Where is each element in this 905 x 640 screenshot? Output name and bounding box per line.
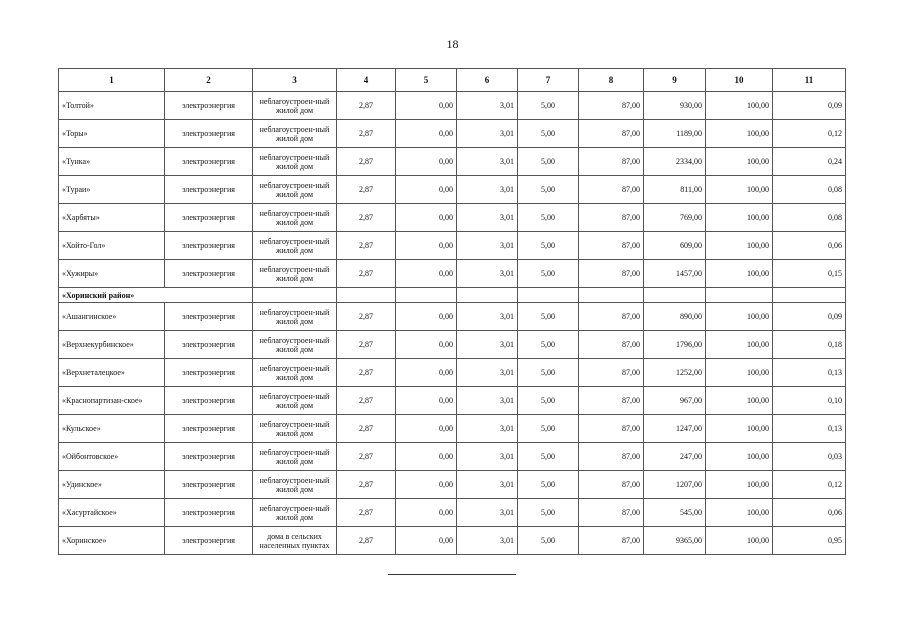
col-8-value: 87,00 [579,387,644,415]
col-7-value: 5,00 [518,148,579,176]
settlement-name: «Тураи» [59,176,165,204]
empty-cell [457,288,518,303]
col-9-value: 609,00 [644,232,706,260]
col-8-value: 87,00 [579,260,644,288]
empty-cell [253,288,337,303]
housing-type: неблагоустроен-ный жилой дом [253,331,337,359]
resource-type: электроэнергия [165,92,253,120]
col-10-value: 100,00 [706,120,773,148]
col-8-value: 87,00 [579,527,644,555]
housing-type: неблагоустроен-ный жилой дом [253,359,337,387]
col-11-value: 0,08 [773,176,846,204]
settlement-name: «Харбяты» [59,204,165,232]
col-4-value: 2,87 [337,148,396,176]
col-7-value: 5,00 [518,120,579,148]
col-7-value: 5,00 [518,415,579,443]
col-8-value: 87,00 [579,359,644,387]
housing-type: неблагоустроен-ный жилой дом [253,148,337,176]
empty-cell [706,288,773,303]
col-7-value: 5,00 [518,331,579,359]
empty-cell [644,288,706,303]
col-8-value: 87,00 [579,92,644,120]
col-9-value: 811,00 [644,176,706,204]
col-11-value: 0,09 [773,92,846,120]
settlement-name: «Торы» [59,120,165,148]
col-9-value: 247,00 [644,443,706,471]
settlement-name: «Ойбонтовское» [59,443,165,471]
table-row [59,527,846,555]
col-6-value: 3,01 [457,443,518,471]
col-8-value: 87,00 [579,331,644,359]
resource-type: электроэнергия [165,232,253,260]
resource-type: электроэнергия [165,527,253,555]
col-7-value: 5,00 [518,499,579,527]
table-row [59,499,846,527]
col-7-value: 5,00 [518,527,579,555]
col-4-value: 2,87 [337,204,396,232]
col-5-value: 0,00 [396,471,457,499]
housing-type: неблагоустроен-ный жилой дом [253,260,337,288]
col-11-value: 0,24 [773,148,846,176]
column-header-10: 10 [706,69,773,92]
table-row [59,471,846,499]
col-6-value: 3,01 [457,148,518,176]
col-8-value: 87,00 [579,471,644,499]
col-8-value: 87,00 [579,232,644,260]
table-body [59,92,846,555]
settlement-name: «Ашангинское» [59,303,165,331]
col-6-value: 3,01 [457,471,518,499]
resource-type: электроэнергия [165,120,253,148]
col-4-value: 2,87 [337,359,396,387]
col-10-value: 100,00 [706,232,773,260]
resource-type: электроэнергия [165,499,253,527]
resource-type: электроэнергия [165,303,253,331]
district-name: «Хоринский район» [59,288,253,303]
col-9-value: 1247,00 [644,415,706,443]
table-row [59,120,846,148]
empty-cell [396,288,457,303]
col-6-value: 3,01 [457,415,518,443]
col-9-value: 1189,00 [644,120,706,148]
col-10-value: 100,00 [706,471,773,499]
col-4-value: 2,87 [337,260,396,288]
table-row [59,148,846,176]
table-row [59,176,846,204]
col-6-value: 3,01 [457,120,518,148]
district-row [59,288,846,303]
col-5-value: 0,00 [396,387,457,415]
col-5-value: 0,00 [396,499,457,527]
col-7-value: 5,00 [518,232,579,260]
col-5-value: 0,00 [396,443,457,471]
table-header-row [59,69,846,92]
col-6-value: 3,01 [457,204,518,232]
settlement-name: «Верхнекурбинское» [59,331,165,359]
col-11-value: 0,13 [773,415,846,443]
col-9-value: 930,00 [644,92,706,120]
table-row [59,260,846,288]
table-row [59,232,846,260]
resource-type: электроэнергия [165,331,253,359]
housing-type: неблагоустроен-ный жилой дом [253,443,337,471]
col-9-value: 1457,00 [644,260,706,288]
col-8-value: 87,00 [579,415,644,443]
col-7-value: 5,00 [518,204,579,232]
col-4-value: 2,87 [337,92,396,120]
resource-type: электроэнергия [165,415,253,443]
housing-type: неблагоустроен-ный жилой дом [253,415,337,443]
col-11-value: 0,12 [773,120,846,148]
col-10-value: 100,00 [706,331,773,359]
column-header-4: 4 [337,69,396,92]
resource-type: электроэнергия [165,148,253,176]
col-9-value: 9365,00 [644,527,706,555]
table-row [59,387,846,415]
col-5-value: 0,00 [396,331,457,359]
col-11-value: 0,09 [773,303,846,331]
col-4-value: 2,87 [337,443,396,471]
resource-type: электроэнергия [165,176,253,204]
resource-type: электроэнергия [165,359,253,387]
housing-type: неблагоустроен-ный жилой дом [253,303,337,331]
column-header-6: 6 [457,69,518,92]
col-5-value: 0,00 [396,303,457,331]
col-5-value: 0,00 [396,120,457,148]
col-6-value: 3,01 [457,303,518,331]
col-9-value: 2334,00 [644,148,706,176]
table-row [59,443,846,471]
settlement-name: «Удинское» [59,471,165,499]
resource-type: электроэнергия [165,204,253,232]
col-7-value: 5,00 [518,176,579,204]
settlement-name: «Краснопартизан-ское» [59,387,165,415]
col-10-value: 100,00 [706,148,773,176]
settlement-name: «Верхнеталецкое» [59,359,165,387]
table-row [59,359,846,387]
col-8-value: 87,00 [579,499,644,527]
col-7-value: 5,00 [518,303,579,331]
col-9-value: 1252,00 [644,359,706,387]
settlement-name: «Хойто-Гол» [59,232,165,260]
col-5-value: 0,00 [396,359,457,387]
settlement-name: «Хасуртайское» [59,499,165,527]
resource-type: электроэнергия [165,260,253,288]
column-header-3: 3 [253,69,337,92]
housing-type: неблагоустроен-ный жилой дом [253,387,337,415]
col-9-value: 769,00 [644,204,706,232]
col-11-value: 0,18 [773,331,846,359]
housing-type: дома в сельских населенных пунктах [253,527,337,555]
column-header-2: 2 [165,69,253,92]
tariff-table [58,68,846,555]
empty-cell [579,288,644,303]
col-6-value: 3,01 [457,232,518,260]
col-7-value: 5,00 [518,443,579,471]
col-10-value: 100,00 [706,92,773,120]
housing-type: неблагоустроен-ный жилой дом [253,92,337,120]
col-11-value: 0,13 [773,359,846,387]
col-10-value: 100,00 [706,527,773,555]
col-8-value: 87,00 [579,303,644,331]
col-10-value: 100,00 [706,176,773,204]
empty-cell [518,288,579,303]
settlement-name: «Толтой» [59,92,165,120]
empty-cell [773,288,846,303]
col-10-value: 100,00 [706,359,773,387]
col-7-value: 5,00 [518,471,579,499]
page-number: 18 [446,37,459,51]
housing-type: неблагоустроен-ный жилой дом [253,176,337,204]
column-header-5: 5 [396,69,457,92]
table-row [59,303,846,331]
col-5-value: 0,00 [396,204,457,232]
col-10-value: 100,00 [706,260,773,288]
col-7-value: 5,00 [518,260,579,288]
col-6-value: 3,01 [457,387,518,415]
col-6-value: 3,01 [457,92,518,120]
settlement-name: «Тунка» [59,148,165,176]
col-6-value: 3,01 [457,176,518,204]
col-11-value: 0,95 [773,527,846,555]
housing-type: неблагоустроен-ный жилой дом [253,120,337,148]
column-header-11: 11 [773,69,846,92]
col-11-value: 0,10 [773,387,846,415]
col-5-value: 0,00 [396,527,457,555]
col-8-value: 87,00 [579,148,644,176]
col-11-value: 0,15 [773,260,846,288]
housing-type: неблагоустроен-ный жилой дом [253,471,337,499]
col-7-value: 5,00 [518,92,579,120]
col-10-value: 100,00 [706,387,773,415]
table-row [59,331,846,359]
col-9-value: 1796,00 [644,331,706,359]
footer-divider [388,574,516,575]
col-11-value: 0,06 [773,499,846,527]
col-4-value: 2,87 [337,331,396,359]
resource-type: электроэнергия [165,387,253,415]
table-row [59,415,846,443]
col-10-value: 100,00 [706,415,773,443]
col-5-value: 0,00 [396,92,457,120]
col-11-value: 0,12 [773,471,846,499]
col-4-value: 2,87 [337,303,396,331]
column-header-1: 1 [59,69,165,92]
col-9-value: 545,00 [644,499,706,527]
housing-type: неблагоустроен-ный жилой дом [253,232,337,260]
col-5-value: 0,00 [396,176,457,204]
col-8-value: 87,00 [579,443,644,471]
col-8-value: 87,00 [579,176,644,204]
col-11-value: 0,03 [773,443,846,471]
col-10-value: 100,00 [706,303,773,331]
table-row [59,204,846,232]
col-4-value: 2,87 [337,499,396,527]
col-4-value: 2,87 [337,527,396,555]
col-4-value: 2,87 [337,387,396,415]
empty-cell [337,288,396,303]
col-6-value: 3,01 [457,499,518,527]
col-8-value: 87,00 [579,204,644,232]
column-header-9: 9 [644,69,706,92]
col-5-value: 0,00 [396,415,457,443]
col-9-value: 1207,00 [644,471,706,499]
resource-type: электроэнергия [165,443,253,471]
col-10-value: 100,00 [706,443,773,471]
col-5-value: 0,00 [396,260,457,288]
col-4-value: 2,87 [337,120,396,148]
col-7-value: 5,00 [518,359,579,387]
housing-type: неблагоустроен-ный жилой дом [253,204,337,232]
resource-type: электроэнергия [165,471,253,499]
col-6-value: 3,01 [457,527,518,555]
col-4-value: 2,87 [337,415,396,443]
col-11-value: 0,08 [773,204,846,232]
col-10-value: 100,00 [706,204,773,232]
col-11-value: 0,06 [773,232,846,260]
housing-type: неблагоустроен-ный жилой дом [253,499,337,527]
col-6-value: 3,01 [457,359,518,387]
settlement-name: «Хужиры» [59,260,165,288]
col-10-value: 100,00 [706,499,773,527]
col-6-value: 3,01 [457,331,518,359]
col-8-value: 87,00 [579,120,644,148]
col-4-value: 2,87 [337,232,396,260]
col-5-value: 0,00 [396,232,457,260]
col-4-value: 2,87 [337,176,396,204]
column-header-8: 8 [579,69,644,92]
col-6-value: 3,01 [457,260,518,288]
col-7-value: 5,00 [518,387,579,415]
col-9-value: 967,00 [644,387,706,415]
settlement-name: «Кульское» [59,415,165,443]
settlement-name: «Хоринское» [59,527,165,555]
col-4-value: 2,87 [337,471,396,499]
column-header-7: 7 [518,69,579,92]
col-5-value: 0,00 [396,148,457,176]
col-9-value: 890,00 [644,303,706,331]
table-row [59,92,846,120]
